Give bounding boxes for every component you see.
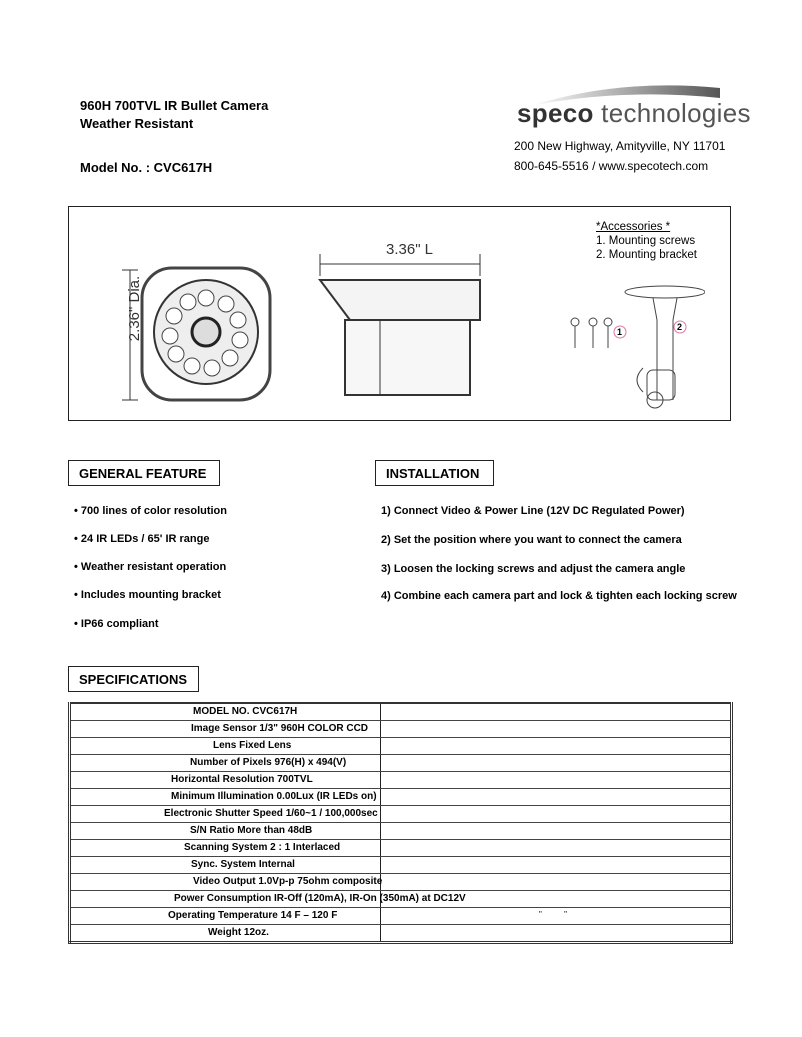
spec-text: Weight 12oz. bbox=[208, 927, 269, 938]
table-row bbox=[70, 772, 732, 789]
install-step: 4) Combine each camera part and lock & tighten each locking screw bbox=[381, 590, 737, 602]
install-step: 3) Loosen the locking screws and adjust the camera angle bbox=[381, 563, 686, 575]
length-label: 3.36" L bbox=[386, 241, 434, 258]
table-row bbox=[70, 857, 732, 874]
table-row bbox=[70, 703, 732, 721]
specifications-table bbox=[68, 702, 733, 944]
table-row bbox=[70, 925, 732, 943]
company-address: 200 New Highway, Amityville, NY 11701 bbox=[514, 139, 726, 153]
table-row bbox=[70, 806, 732, 823]
table-row bbox=[70, 840, 732, 857]
callout-2: 2 bbox=[677, 322, 683, 332]
install-step: 2) Set the position where you want to connect the camera bbox=[381, 534, 682, 546]
table-row bbox=[70, 721, 732, 738]
installation-heading: INSTALLATION bbox=[375, 460, 494, 486]
diameter-label: 2.36" Dia. bbox=[126, 275, 144, 342]
table-row bbox=[70, 823, 732, 840]
stray-marks: " " bbox=[539, 910, 567, 919]
spec-text: Operating Temperature 14 F – 120 F bbox=[168, 910, 338, 921]
spec-text: Image Sensor 1/3" 960H COLOR CCD bbox=[191, 723, 369, 734]
product-subtitle: Weather Resistant bbox=[80, 116, 194, 131]
table-row bbox=[70, 874, 732, 891]
camera-dimension-drawing bbox=[100, 240, 500, 410]
table-row bbox=[70, 908, 732, 925]
model-number: Model No. : CVC617H bbox=[80, 160, 213, 175]
accessory-item: 1. Mounting screws bbox=[596, 235, 696, 247]
accessory-item: 2. Mounting bracket bbox=[596, 249, 698, 261]
table-row bbox=[70, 755, 732, 772]
install-step: 1) Connect Video & Power Line (12V DC Regulated Power) bbox=[381, 505, 685, 517]
product-title: 960H 700TVL IR Bullet Camera bbox=[80, 98, 269, 113]
speco-logo: speco technologies bbox=[517, 98, 751, 128]
spec-text: Sync. System Internal bbox=[191, 859, 295, 870]
spec-text: Power Consumption IR-Off (120mA), IR-On (350mA) at DC12V bbox=[174, 893, 466, 904]
specifications-heading: SPECIFICATIONS bbox=[68, 666, 199, 692]
spec-text: Scanning System 2 : 1 Interlaced bbox=[184, 842, 341, 853]
spec-text: Number of Pixels 976(H) x 494(V) bbox=[190, 757, 347, 768]
feature-item: • Weather resistant operation bbox=[74, 561, 227, 573]
general-feature-heading: GENERAL FEATURE bbox=[68, 460, 220, 486]
spec-text: S/N Ratio More than 48dB bbox=[190, 825, 313, 836]
table-row bbox=[70, 789, 732, 806]
spec-text: Electronic Shutter Speed 1/60~1 / 100,000sec bbox=[164, 808, 378, 819]
accessories-drawing bbox=[565, 280, 705, 415]
spec-text: Lens Fixed Lens bbox=[213, 740, 292, 751]
spec-text: Video Output 1.0Vp-p 75ohm composite bbox=[193, 876, 383, 887]
spec-text: Minimum Illumination 0.00Lux (IR LEDs on) bbox=[171, 791, 377, 802]
company-contact: 800-645-5516 / www.specotech.com bbox=[514, 159, 709, 173]
table-row bbox=[70, 891, 732, 908]
feature-item: • 24 IR LEDs / 65' IR range bbox=[74, 533, 210, 545]
callout-1: 1 bbox=[617, 327, 623, 337]
accessories-title: *Accessories * bbox=[596, 221, 671, 233]
feature-item: • 700 lines of color resolution bbox=[74, 505, 227, 517]
feature-item: • Includes mounting bracket bbox=[74, 589, 221, 601]
spec-text: Horizontal Resolution 700TVL bbox=[171, 774, 313, 785]
feature-item: • IP66 compliant bbox=[74, 618, 159, 630]
table-row bbox=[70, 738, 732, 755]
spec-text: MODEL NO. CVC617H bbox=[193, 706, 298, 717]
